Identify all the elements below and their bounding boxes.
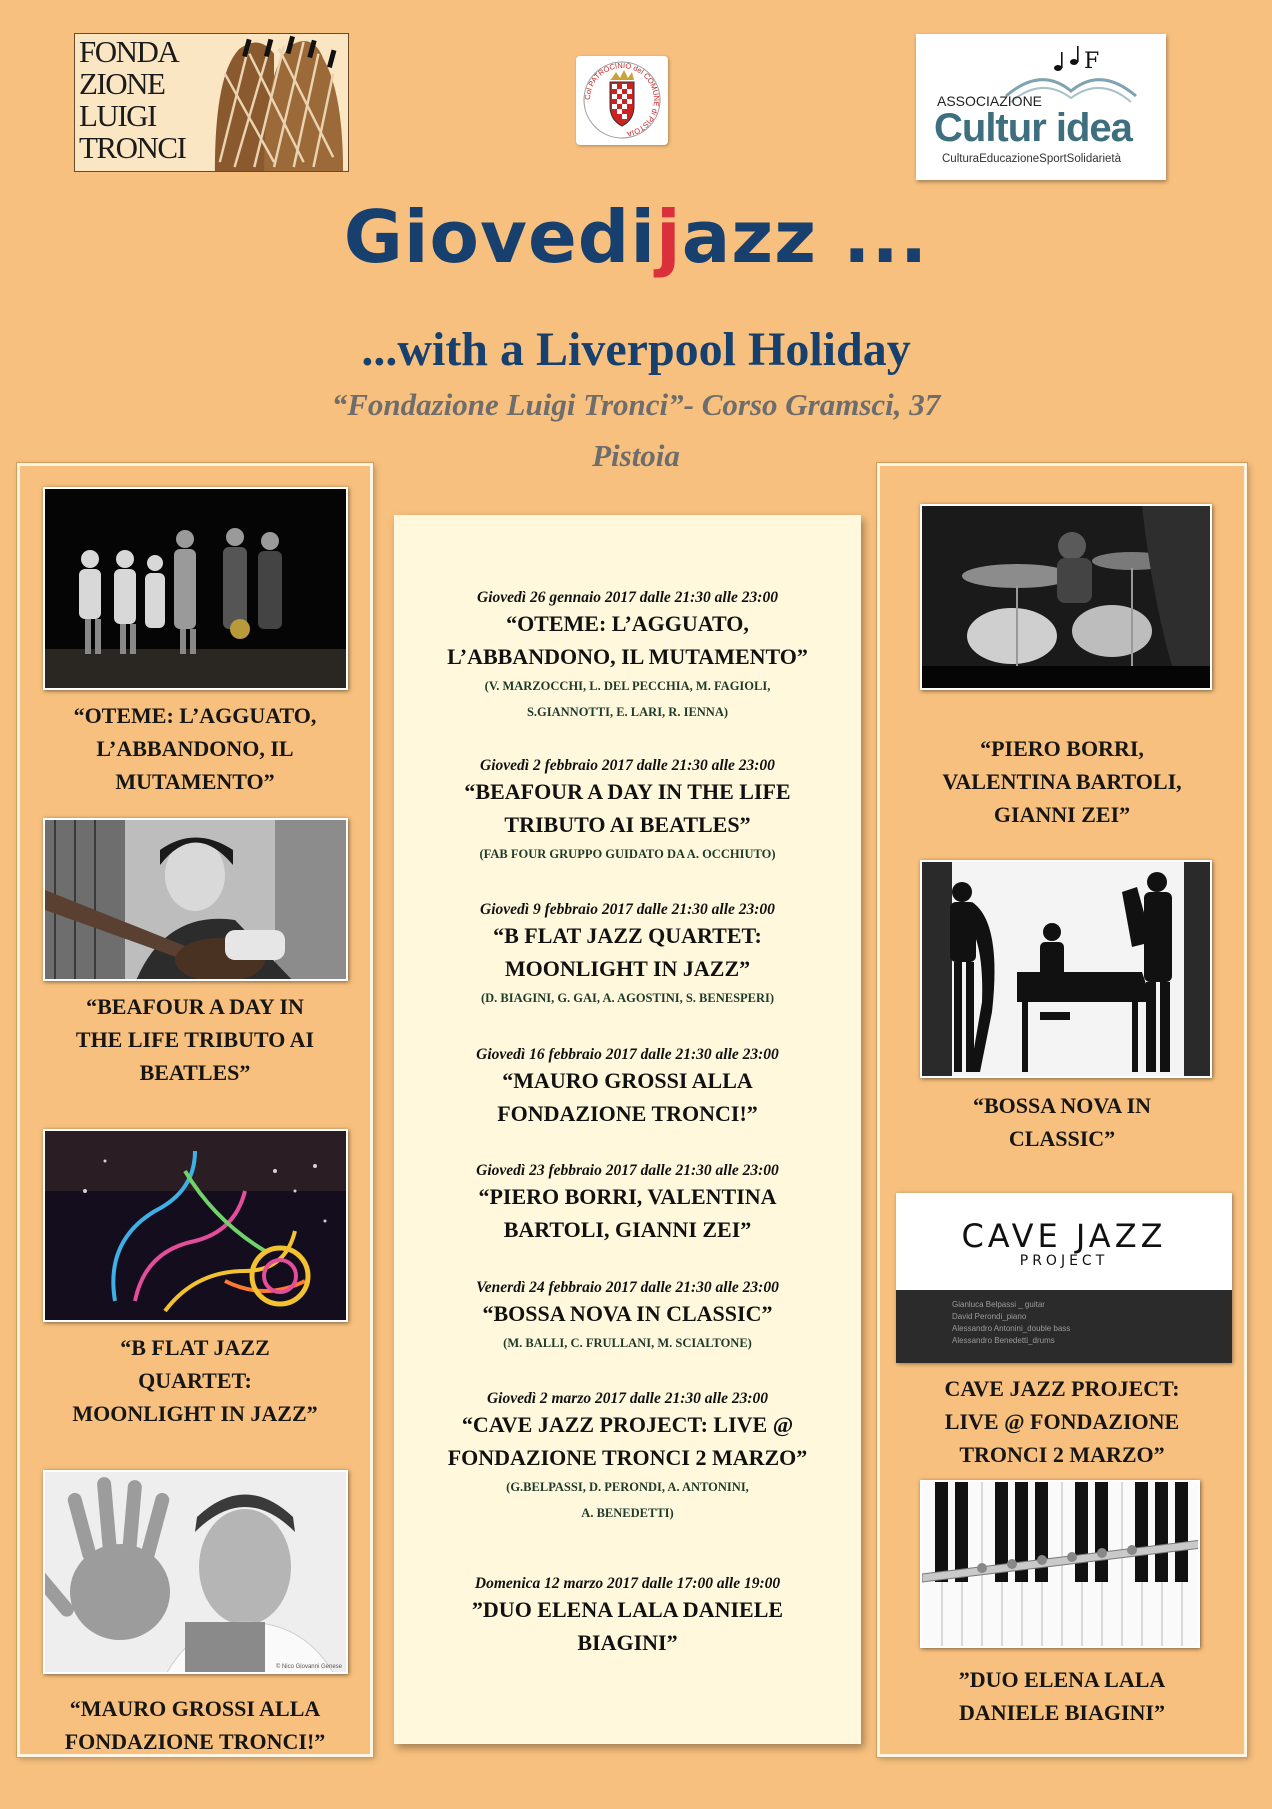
title-part: azz ... [681, 195, 929, 279]
event-title-line: BIAGINI” [577, 1630, 678, 1655]
right-caption-2 [880, 1089, 1244, 1155]
event-performers-line: (G.BELPASSI, D. PERONDI, A. ANTONINI, [506, 1480, 749, 1494]
left-caption-2 [20, 990, 370, 1089]
event-date: Venerdì 24 febbraio 2017 dalle 21:30 alle 23:00 [476, 1279, 779, 1296]
event-title-line: “MAURO GROSSI ALLA [502, 1068, 753, 1093]
event-date: Giovedì 2 marzo 2017 dalle 21:30 alle 23:00 [486, 1390, 769, 1407]
event-title-line: “B FLAT JAZZ QUARTET: [493, 923, 762, 948]
event-date: Giovedì 9 febbraio 2017 dalle 21:30 alle 23:00 [480, 901, 775, 918]
venue-city: Pistoia [592, 438, 680, 473]
event-performers [394, 1330, 861, 1356]
event-item [394, 1390, 861, 1526]
event-date: Giovedì 16 febbraio 2017 dalle 21:30 alle 23:00 [476, 1046, 779, 1063]
left-photo-column [17, 463, 373, 1757]
event-title-line: “BEAFOUR A DAY IN THE LIFE [464, 779, 791, 804]
event-date: Giovedì 23 febbraio 2017 dalle 21:30 alle 23:00 [476, 1162, 779, 1179]
bassist-image [45, 820, 348, 981]
caption-line: GIANNI ZEI” [993, 802, 1131, 827]
event-title-line: ”DUO ELENA LALA DANIELE [471, 1597, 784, 1622]
poster-title [0, 195, 1272, 279]
mauro-grossi-photo [43, 1470, 348, 1674]
fondazione-logo-line: LUIGI [79, 98, 156, 133]
event-title [394, 1593, 861, 1659]
event-title [394, 607, 861, 673]
event-title-line: “PIERO BORRI, VALENTINA [478, 1184, 777, 1209]
comune-seal-icon [576, 56, 668, 145]
event-item [394, 1279, 861, 1356]
culturidea-assoc-label: ASSOCIAZIONE [937, 93, 1043, 109]
member-line: Gianluca Belpassi _ guitar [952, 1300, 1045, 1309]
event-title-line: “CAVE JAZZ PROJECT: LIVE @ [461, 1412, 794, 1437]
associazione-culturidea-logo [916, 34, 1166, 180]
event-item [394, 589, 861, 725]
event-performers-line: S.GIANNOTTI, E. LARI, R. IENNA) [526, 705, 729, 719]
event-performers-line: (M. BALLI, C. FRULLANI, M. SCIALTONE) [503, 1336, 752, 1350]
caption-line: ”DUO ELENA LALA [958, 1667, 1166, 1692]
caption-line: MUTAMENTO” [115, 769, 275, 794]
culturidea-tagline: CulturaEducazioneSportSolidarietà [942, 153, 1121, 165]
caption-line: MOONLIGHT IN JAZZ” [72, 1401, 318, 1426]
cave-jazz-sub: PROJECT [1019, 1253, 1109, 1269]
fondazione-tronci-logo [74, 33, 349, 172]
left-caption-4 [20, 1692, 370, 1758]
event-title [394, 1064, 861, 1130]
event-item [394, 901, 861, 1011]
caption-line: BEATLES” [139, 1060, 251, 1085]
band-silhouette-image [922, 862, 1212, 1078]
caption-line: LIVE @ FONDAZIONE [944, 1409, 1180, 1434]
event-title [394, 1180, 861, 1246]
flute-keyboard-image [922, 1482, 1200, 1648]
oteme-band-photo [43, 487, 348, 690]
culturidea-name: Cultur idea [934, 106, 1132, 150]
comune-seal-text: Col PATROCINIO del COMUNE di PISTOIA [582, 60, 662, 139]
drummer-photo [920, 504, 1212, 690]
event-title [394, 919, 861, 985]
event-title [394, 1408, 861, 1474]
caption-line: “OTEME: L’AGGUATO, [73, 703, 317, 728]
event-performers [394, 841, 861, 867]
event-performers-line: (D. BIAGINI, G. GAI, A. AGOSTINI, S. BENESPERI) [480, 991, 775, 1005]
event-title-line: MOONLIGHT IN JAZZ” [504, 956, 751, 981]
event-title-line: TRIBUTO AI BEATLES” [504, 812, 751, 837]
drum-kit-image [922, 506, 1212, 690]
event-performers-line: (FAB FOUR GRUPPO GUIDATO DA A. OCCHIUTO) [479, 847, 776, 861]
flute-piano-photo [920, 1480, 1200, 1648]
photo-credit: © Nico Giovanni Genese [275, 1664, 342, 1670]
event-schedule-panel [394, 515, 861, 1744]
member-line: Alessandro Benedetti_drums [952, 1336, 1055, 1345]
member-line: Alessandro Antonini_double bass [952, 1324, 1071, 1333]
caption-line: “BOSSA NOVA IN [972, 1093, 1152, 1118]
portrait-hand-image [45, 1472, 348, 1674]
left-caption-3 [20, 1331, 370, 1430]
caption-line: L’ABBANDONO, IL [96, 736, 294, 761]
event-title [394, 775, 861, 841]
caption-line: “BEAFOUR A DAY IN [86, 994, 304, 1019]
cave-jazz-poster [896, 1193, 1232, 1363]
event-performers [394, 673, 861, 725]
event-performers [394, 985, 861, 1011]
beatles-bass-photo [43, 818, 348, 981]
member-line: David Perondi_piano [952, 1312, 1027, 1321]
cave-jazz-members [896, 1290, 1232, 1363]
caption-line: FONDAZIONE TRONCI!” [64, 1729, 326, 1754]
stage-group-image [45, 489, 348, 690]
event-date: Domenica 12 marzo 2017 dalle 17:00 alle 19:00 [474, 1575, 781, 1592]
saxophonist-art-image [45, 1131, 348, 1322]
event-date: Giovedì 26 gennaio 2017 dalle 21:30 alle 23:00 [477, 589, 778, 606]
event-performers-line: (V. MARZOCCHI, L. DEL PECCHIA, M. FAGIOLI, [484, 679, 771, 693]
fondazione-logo-line: FONDA [79, 34, 179, 69]
poster-subtitle: ...with a Liverpool Holiday [361, 323, 911, 376]
event-title-line: FONDAZIONE TRONCI!” [497, 1101, 758, 1126]
caption-line: CLASSIC” [1008, 1126, 1116, 1151]
event-title-line: FONDAZIONE TRONCI 2 MARZO” [447, 1445, 808, 1470]
event-title-line: “OTEME: L’AGGUATO, [506, 611, 749, 636]
title-highlight: j [656, 195, 682, 279]
caption-line: “PIERO BORRI, [980, 736, 1144, 761]
event-title [394, 1297, 861, 1330]
caption-line: QUARTET: [138, 1368, 252, 1393]
caption-line: THE LIFE TRIBUTO AI [75, 1027, 315, 1052]
event-title-line: BARTOLI, GIANNI ZEI” [503, 1217, 752, 1242]
event-performers [394, 1474, 861, 1526]
fondazione-logo-art [205, 34, 348, 171]
event-title-line: L’ABBANDONO, IL MUTAMENTO” [447, 644, 808, 669]
venue-address: “Fondazione Luigi Tronci”- Corso Gramsci, 37 [331, 387, 941, 422]
fondazione-logo-text [75, 34, 205, 171]
event-item [394, 1162, 861, 1246]
svg-text:F: F [1084, 49, 1100, 74]
event-item [394, 757, 861, 867]
left-caption-1 [20, 699, 370, 798]
fondazione-logo-line: ZIONE [79, 66, 165, 101]
event-performers-line: A. BENEDETTI) [581, 1506, 674, 1520]
right-photo-column [877, 463, 1247, 1757]
caption-line: DANIELE BIAGINI” [959, 1700, 1165, 1725]
event-item [394, 1575, 861, 1659]
caption-line: “MAURO GROSSI ALLA [69, 1696, 321, 1721]
event-item [394, 1046, 861, 1130]
caption-line: CAVE JAZZ PROJECT: [944, 1376, 1180, 1401]
neon-jazz-art [43, 1129, 348, 1322]
right-caption-3 [880, 1372, 1244, 1471]
comune-pistoia-logo [576, 56, 668, 145]
right-caption-4 [880, 1663, 1244, 1729]
caption-line: TRONCI 2 MARZO” [959, 1442, 1165, 1467]
caption-line: VALENTINA BARTOLI, [942, 769, 1182, 794]
event-title-line: “BOSSA NOVA IN CLASSIC” [482, 1301, 773, 1326]
cave-jazz-title: CAVE JAZZ [961, 1217, 1167, 1255]
title-part: Giovedi [343, 195, 656, 279]
right-caption-1 [880, 732, 1244, 831]
fondazione-logo-line: TRONCI [79, 130, 186, 165]
event-date: Giovedì 2 febbraio 2017 dalle 21:30 alle 23:00 [480, 757, 775, 774]
caption-line: “B FLAT JAZZ [120, 1335, 270, 1360]
jazz-silhouettes-photo [920, 860, 1212, 1078]
